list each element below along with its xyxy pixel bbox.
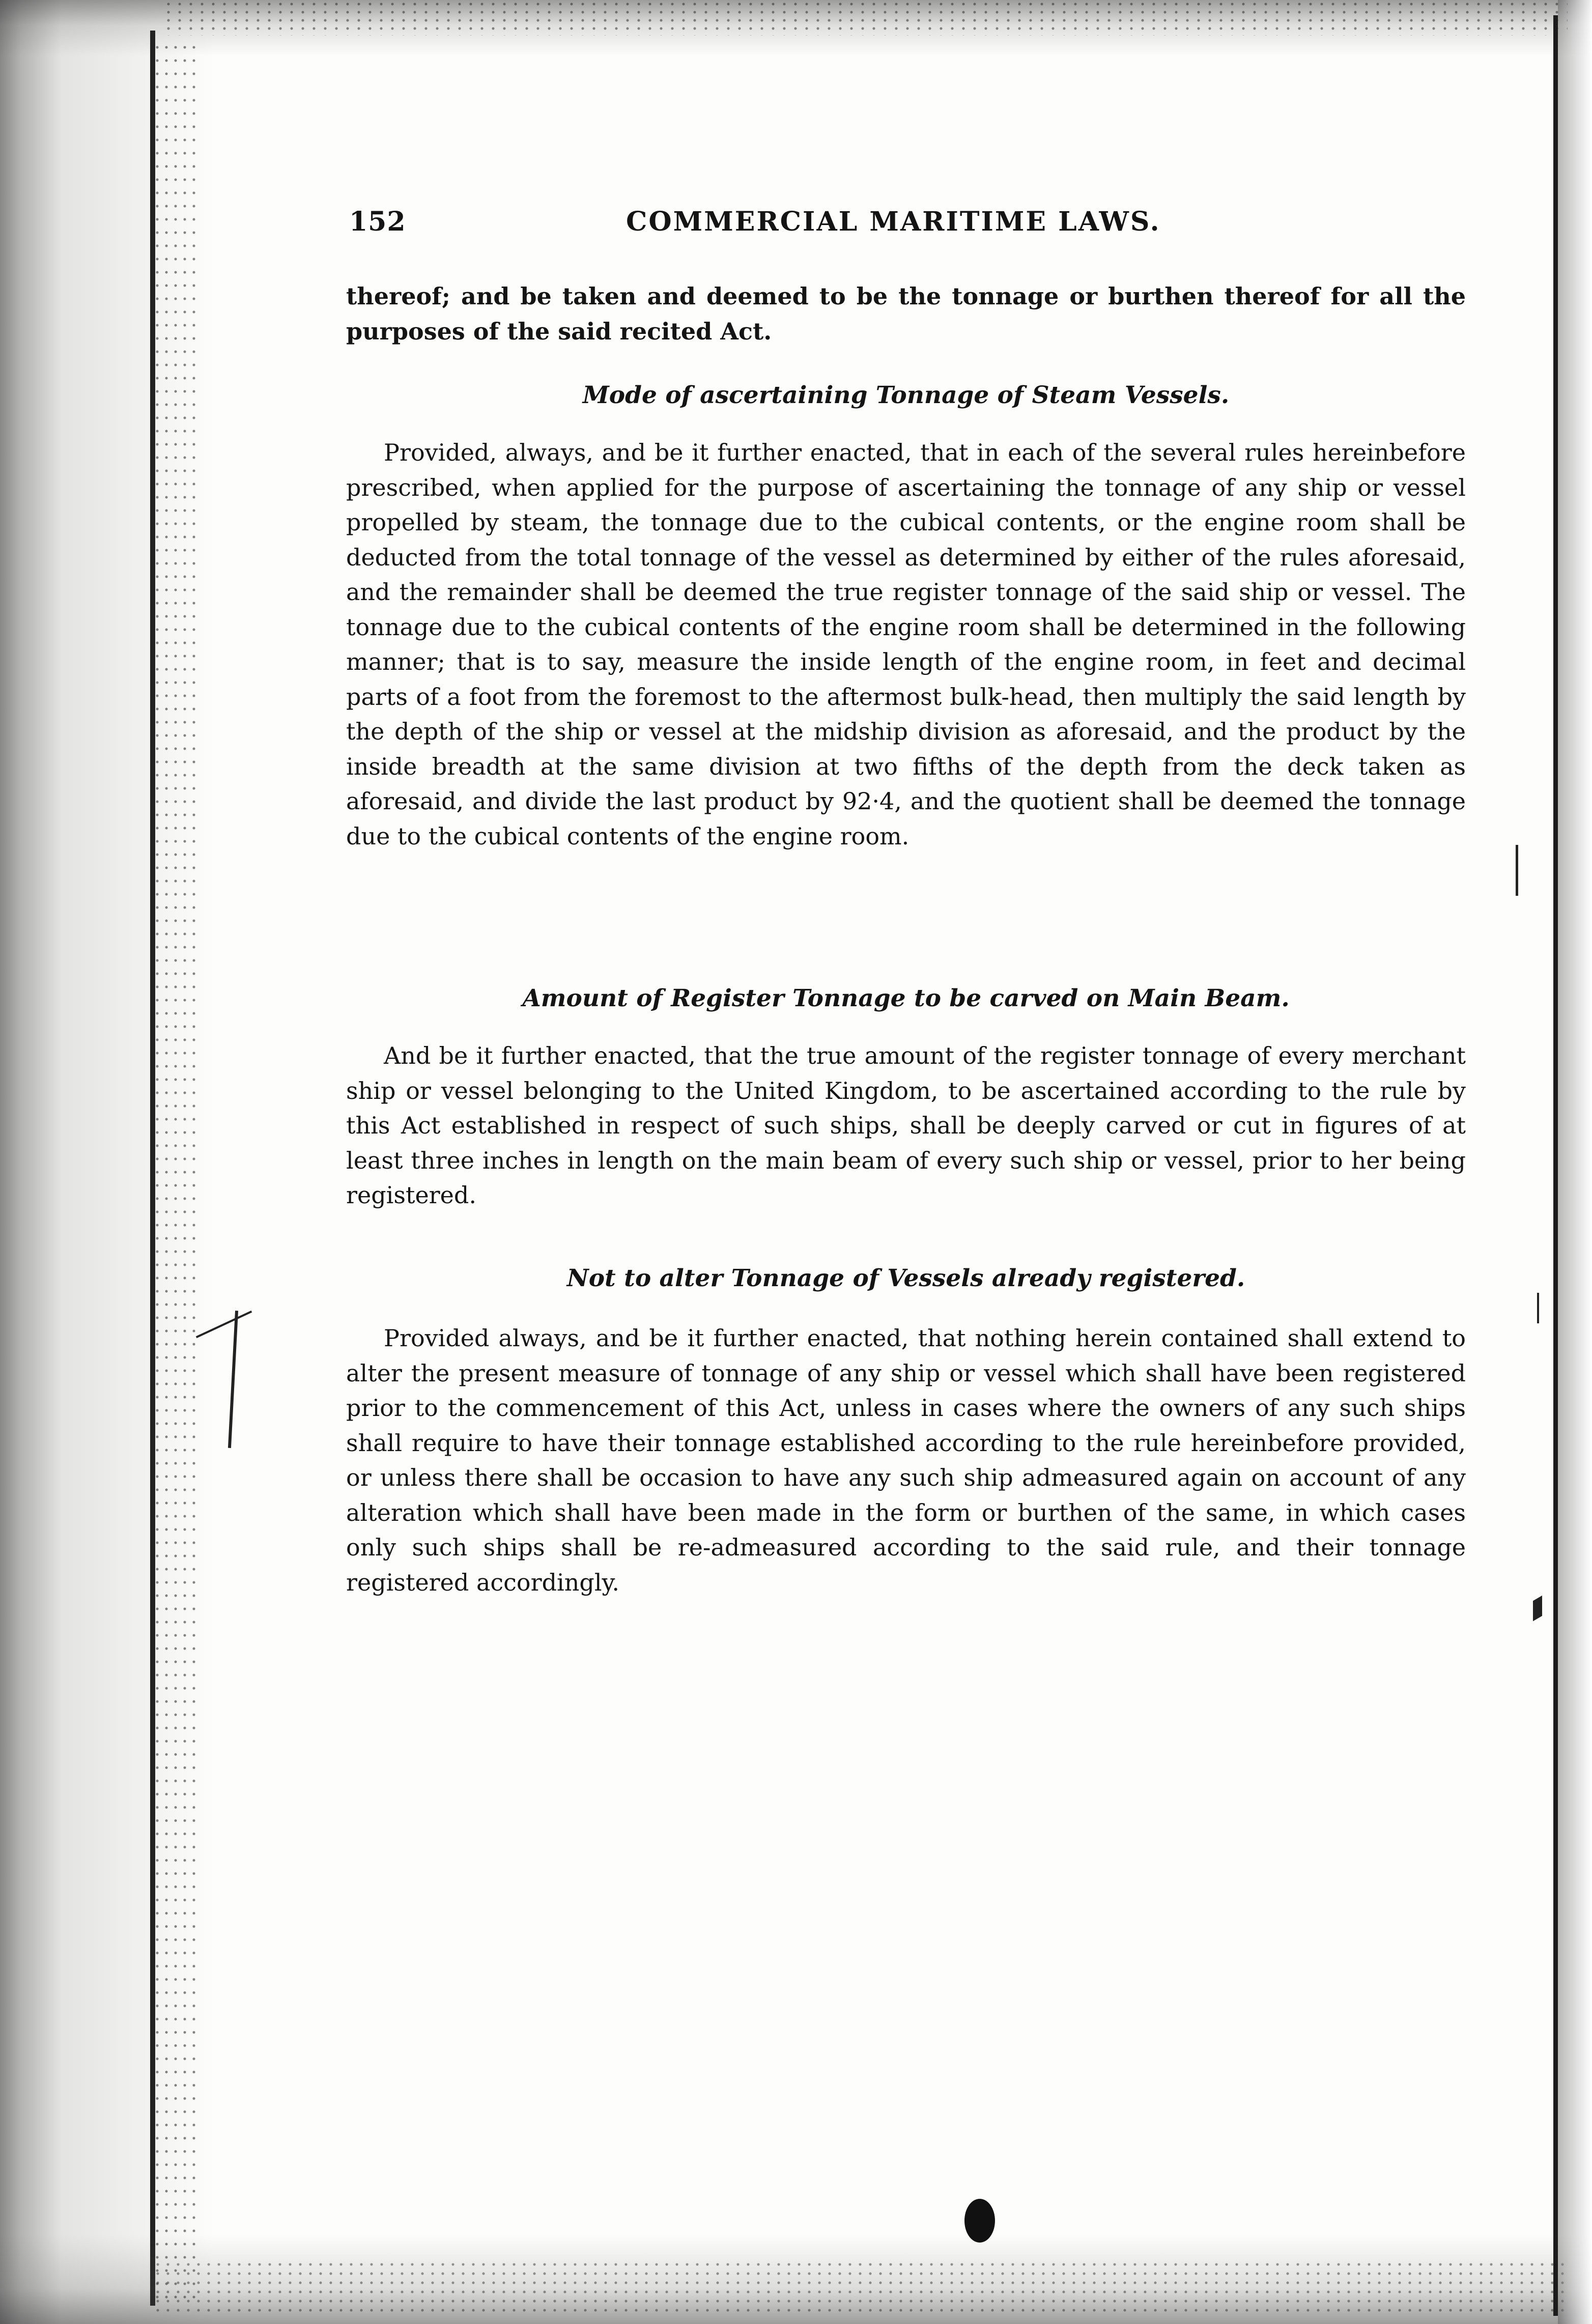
scan-right-edge [1558,0,1592,2324]
ink-blot [964,2199,995,2243]
section-heading: Amount of Register Tonnage to be carved on Main Beam. [522,984,1290,1012]
section-paragraph-text: Provided, always, and be it further enacted, that in each of the several rules hereinbefore prescribed, when applied for the purpose of ascertaining the tonnage of any ship or vessel propelled by steam, the tonnage due to the cubical contents, or the engine room shall be deducted from the total tonnage of the vessel as determined by either of the rules aforesaid, and the remainder shall be deemed the true register tonnage of the said ship or vessel. The tonnage due to the cubical contents of the engine room shall be determined in the following manner; that is to say, measure the inside length of the engine room, in feet and decimal parts of a foot from the foremost to the aftermost bulk-head, then multiply the said length by the depth of the ship or vessel at the midship division as aforesaid, and the product by the inside breadth at the same division at two fifths of the depth from the deck taken as aforesaid, and divide the last product by 92·4, and the quotient shall be deemed the tonnage due to the cubical contents of the engine room. [346,439,1466,850]
opening-paragraph [346,279,1466,349]
section-paragraph [346,435,1466,854]
section-paragraph-text: And be it further enacted, that the true amount of the register tonnage of every merchant ship or vessel belonging to the United Kingdom, to be ascertained according to the rule by this Act established in respect of such ships, shall be deeply carved or cut in figures of at least three inches in length on the main beam of every such ship or vessel, prior to her being registered. [346,1042,1466,1209]
scan-top-noise [163,0,1568,36]
margin-pencil-mark [228,1311,238,1448]
opening-paragraph-text: thereof; and be taken and deemed to be the tonnage or burthen thereof for all the purposes of the said recited Act. [346,282,1466,345]
section-paragraph-text: Provided always, and be it further enacted, that nothing herein contained shall extend to alter the present measure of tonnage of any ship or vessel which shall have been registered prior to the commencement of this Act, unless in cases where the owners of any such ships shall require to have their tonnage established according to the rule hereinbefore provided, or unless there shall be occasion to have any such ship admeasured again on account of any alteration which shall have been made in the form or burthen of the same, in which cases only such ships shall be re-admeasured according to the said rule, and their tonnage registered accordingly. [346,1324,1466,1596]
margin-tick-mark [1537,1293,1539,1323]
page-number: 152 [349,206,406,237]
running-head [349,206,1225,247]
section-heading: Mode of ascertaining Tonnage of Steam Vessels. [582,381,1230,409]
margin-tick-mark [1516,845,1518,896]
section-heading: Not to alter Tonnage of Vessels already registered. [566,1264,1245,1292]
section-paragraph [346,1038,1466,1213]
section-paragraph [346,1321,1466,1600]
scan-left-noise [153,41,198,2301]
margin-tick-mark [1533,1596,1542,1621]
running-title: COMMERCIAL MARITIME LAWS. [626,206,1161,237]
scan-right-edge-line [1553,15,1558,2316]
scan-bottom-noise [153,2260,1568,2316]
